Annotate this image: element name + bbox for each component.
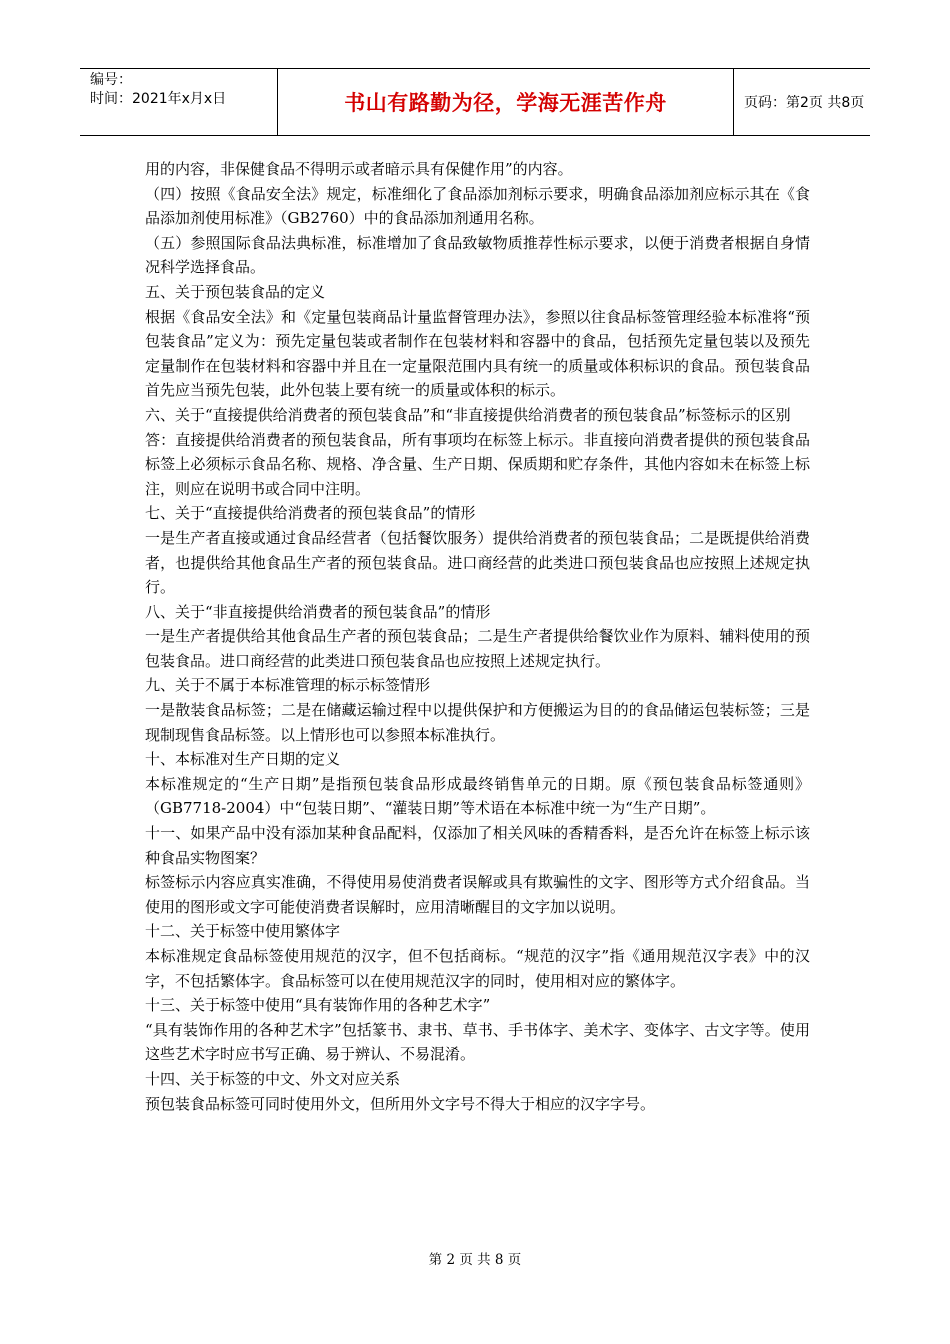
header-motto: 书山有路勤为径，学海无涯苦作舟 — [278, 69, 734, 135]
paragraph: 本标准规定食品标签使用规范的汉字，但不包括商标。“规范的汉字”指《通用规范汉字表》中的汉字，不包括繁体字。食品标签可以在使用规范汉字的同时，使用相对应的繁体字。 — [145, 947, 810, 990]
section-heading: 十二、关于标签中使用繁体字 — [145, 922, 341, 941]
document-body — [145, 157, 810, 1116]
paragraph: （五）参照国际食品法典标准，标准增加了食品致敏物质推荐性标示要求，以便于消费者根据自身情况科学选择食品。 — [145, 233, 810, 277]
paragraph: 本标准规定的“生产日期”是指预包装食品形成最终销售单元的日期。原《预包装食品标签通则》（GB7718-2004）中“包装日期”、“灌装日期”等术语在本标准中统一为“生产日期”。 — [145, 774, 810, 818]
section-heading: 六、关于“直接提供给消费者的预包装食品”和“非直接提供给消费者的预包装食品”标签标示的区别 — [145, 405, 791, 424]
paragraph: “具有装饰作用的各种艺术字”包括篆书、隶书、草书、手书体字、美术字、变体字、古文字等。使用这些艺术字时应书写正确、易于辨认、不易混淆。 — [145, 1020, 810, 1064]
paragraph: 一是散装食品标签；二是在储藏运输过程中以提供保护和方便搬运为目的的食品储运包装标签；三是现制现售食品标签。以上情形也可以参照本标准执行。 — [145, 701, 810, 744]
section-heading: 十一、如果产品中没有添加某种食品配料，仅添加了相关风味的香精香料，是否允许在标签上标示该种食品实物图案？ — [145, 824, 810, 867]
paragraph: 预包装食品标签可同时使用外文，但所用外文字号不得大于相应的汉字字号。 — [145, 1094, 656, 1113]
paragraph: 根据《食品安全法》和《定量包装商品计量监督管理办法》，参照以往食品标签管理经验本标准将“预包装食品”定义为：预先定量包装或者制作在包装材料和容器中的食品，包括预先定量包装以及预先定量制作在包装材料和容器中并且在一定量限范围内具有统一的质量或体积标识的食品。预包装食品首先应当预先包装，此外包装上要有统一的质量或体积的标示。 — [145, 307, 810, 400]
document-time-label: 时间：2021年x月x日 — [90, 91, 227, 107]
header-meta-cell — [80, 69, 278, 135]
paragraph: 标签标示内容应真实准确，不得使用易使消费者误解或具有欺骗性的文字、图形等方式介绍食品。当使用的图形或文字可能使消费者误解时，应用清晰醒目的文字加以说明。 — [145, 873, 810, 916]
paragraph: （四）按照《食品安全法》规定，标准细化了食品添加剂标示要求，明确食品添加剂应标示其在《食品添加剂使用标准》（GB2760）中的食品添加剂通用名称。 — [145, 184, 810, 228]
section-heading: 五、关于预包装食品的定义 — [145, 282, 326, 301]
section-heading: 十三、关于标签中使用“具有装饰作用的各种艺术字” — [145, 996, 491, 1015]
header-page-label: 页码：第2页 共8页 — [744, 95, 865, 111]
paragraph: 一是生产者提供给其他食品生产者的预包装食品；二是生产者提供给餐饮业作为原料、辅料使用的预包装食品。进口商经营的此类进口预包装食品也应按照上述规定执行。 — [145, 627, 810, 670]
paragraph: 用的内容，非保健食品不得明示或者暗示具有保健作用”的内容。 — [145, 160, 573, 178]
paragraph: 一是生产者直接或通过食品经营者（包括餐饮服务）提供给消费者的预包装食品；二是既提供给消费者，也提供给其他食品生产者的预包装食品。进口商经营的此类进口预包装食品也应按照上述规定执行。 — [145, 528, 810, 597]
paragraph: 答：直接提供给消费者的预包装食品，所有事项均在标签上标示。非直接向消费者提供的预包装食品标签上必须标示食品名称、规格、净含量、生产日期、保质期和贮存条件，其他内容如未在标签上标注，则应在说明书或合同中注明。 — [145, 430, 810, 498]
section-heading: 十四、关于标签的中文、外文对应关系 — [145, 1069, 401, 1088]
section-heading: 九、关于不属于本标准管理的标示标签情形 — [145, 676, 431, 695]
section-heading: 七、关于“直接提供给消费者的预包装食品”的情形 — [145, 504, 476, 523]
section-heading: 八、关于“非直接提供给消费者的预包装食品”的情形 — [145, 602, 491, 621]
page-footer: 第 2 页 共 8 页 — [428, 1252, 522, 1268]
document-number-label: 编号： — [90, 72, 132, 88]
page-header — [80, 68, 870, 136]
section-heading: 十、本标准对生产日期的定义 — [145, 750, 341, 769]
